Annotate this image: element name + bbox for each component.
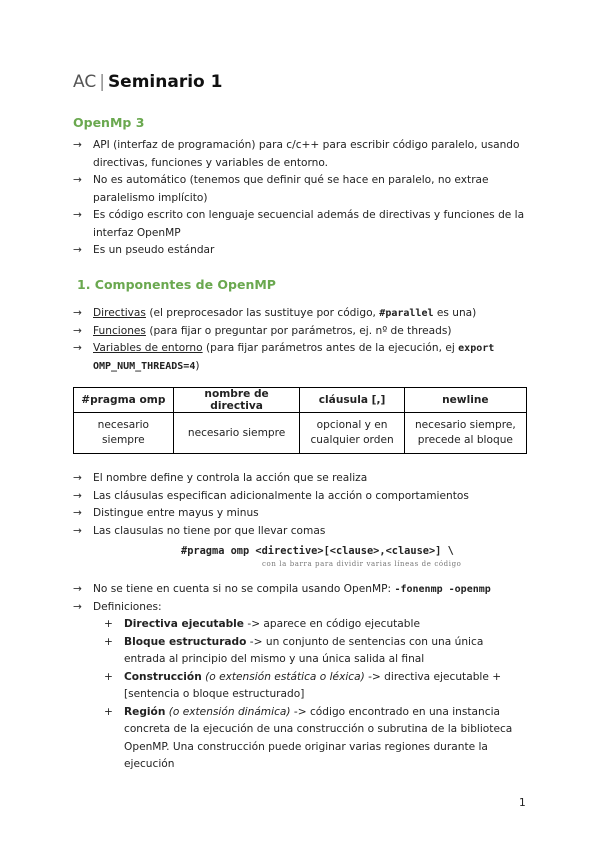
arrow-icon: →	[73, 342, 82, 354]
openmp-list	[73, 137, 533, 260]
table-cell: opcional y en cualquier orden	[300, 413, 404, 454]
list-item: → Es un pseudo estándar	[73, 242, 533, 260]
table-cell: necesario siempre, precede al bloque	[404, 413, 526, 454]
pragma-syntax-table	[73, 387, 527, 454]
table-header-cell: cláusula [,]	[300, 388, 404, 413]
definition-item: + Construcción (o extensión estática o léxica) -> directiva ejecutable + [sentencia o bloque estructurado]	[104, 670, 502, 700]
list-item-directivas: → Directivas (el preprocesador las sustituye por código, #parallel es una)	[73, 305, 533, 323]
list-item: → Las cláusulas especifican adicionalmente la acción o comportamientos	[73, 488, 533, 506]
arrow-icon: →	[73, 507, 82, 519]
arrow-icon: →	[73, 524, 82, 537]
components-list	[73, 305, 533, 375]
list-item-funciones: → Funciones (para fijar o preguntar por parámetros, ej. nº de threads)	[73, 323, 533, 341]
arrow-icon: →	[73, 583, 82, 595]
section-heading-openmp: OpenMp 3	[73, 115, 145, 130]
table-row	[74, 413, 527, 454]
definition-item: + Directiva ejecutable -> aparece en código ejecutable	[104, 616, 527, 634]
list-item: → API (interfaz de programación) para c/c++ para escribir código paralelo, usando directivas, funciones y variables de entorno.	[73, 139, 520, 169]
list-item: → No es automático (tenemos que definir qué se hace en paralelo, no extrae paralelismo implícito)	[73, 174, 489, 204]
arrow-icon: →	[73, 244, 82, 256]
list-item: → El nombre define y controla la acción que se realiza	[73, 470, 533, 488]
table-header-row	[74, 388, 527, 413]
course-code: AC	[73, 72, 97, 92]
arrow-icon: →	[73, 139, 82, 151]
arrow-icon: →	[73, 174, 82, 186]
definitions-list	[104, 616, 527, 774]
plus-icon: +	[104, 705, 113, 718]
list-item-compile: → No se tiene en cuenta si no se compila usando OpenMP: -fonenmp -openmp	[73, 581, 533, 599]
plus-icon: +	[104, 670, 113, 683]
table-header-cell: nombre de directiva	[173, 388, 300, 413]
definition-item: + Bloque estructurado -> un conjunto de sentencias con una única entrada al principio del mismo y una única salida al final	[104, 635, 484, 665]
seminar-title: Seminario 1	[107, 72, 223, 92]
table-cell: necesario siempre	[173, 413, 300, 454]
table-header-cell: newline	[404, 388, 526, 413]
list-item: → Distingue entre mayus y minus	[73, 505, 533, 523]
document-title	[73, 72, 222, 92]
definition-item: + Región (o extensión dinámica) -> código encontrado en una instancia concreta de la ejecución de una construcción o subrutina de la biblioteca OpenMP. Una construcción puede originar varias regiones durante la ejecución	[104, 705, 513, 770]
arrow-icon: →	[73, 472, 82, 484]
page-number: 1	[519, 797, 526, 809]
table-cell: necesario siempre	[74, 413, 174, 454]
arrow-icon: →	[73, 324, 82, 337]
arrow-icon: →	[73, 209, 82, 221]
plus-icon: +	[104, 618, 113, 630]
list-item: → Es código escrito con lenguaje secuencial además de directivas y funciones de la interfaz OpenMP	[73, 209, 525, 239]
notes-list	[73, 470, 533, 540]
list-item: → Las clausulas no tiene por que llevar comas	[73, 523, 533, 541]
arrow-icon: →	[73, 307, 82, 319]
pragma-syntax-code: #pragma omp <directive>[<clause>,<clause>] \	[181, 545, 454, 557]
compile-list	[73, 581, 533, 616]
table-header-cell: #pragma omp	[74, 388, 174, 413]
plus-icon: +	[104, 635, 113, 648]
pragma-syntax-note: con la barra para dividir varias líneas de código	[262, 560, 462, 568]
list-item-variables: → Variables de entorno (para fijar parámetros antes de la ejecución, ej export OMP_NUM_THREADS=4)	[73, 342, 495, 372]
section-heading-components: 1. Componentes de OpenMP	[77, 277, 276, 292]
arrow-icon: →	[73, 489, 82, 502]
list-item-definitions: → Definiciones:	[73, 599, 533, 617]
title-separator: |	[99, 72, 105, 92]
arrow-icon: →	[73, 600, 82, 613]
